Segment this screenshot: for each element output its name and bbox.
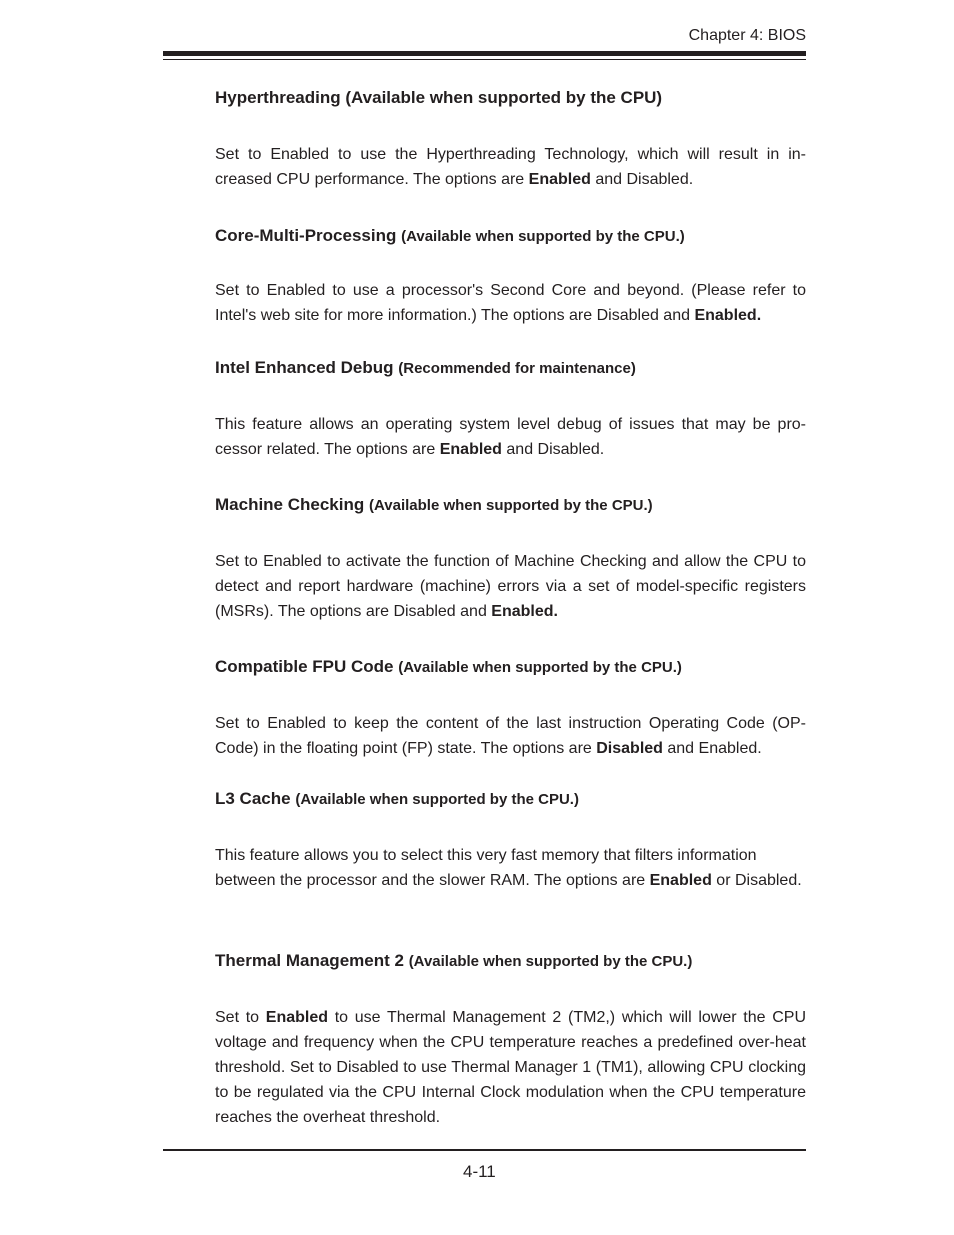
section-heading [215,495,806,516]
section-hyperthreading [215,88,806,192]
section-intel-enhanced-debug [215,358,806,462]
paragraph-text: Set to Enabled to use the Hyperthreading Technology, which will result in in-creased CPU performance. The options are [215,146,806,188]
section-title: Core-Multi-Processing [215,226,397,245]
section-machine-checking [215,495,806,624]
section-paragraph [215,1005,806,1130]
paragraph-text: Set to Enabled to activate the function of Machine Checking and allow the CPU to detect and report hardware (machine) errors via a set of model-specific registers (MSRs). The options are Disabled and [215,553,806,620]
section-subtitle: (Available when supported by the CPU.) [401,228,685,245]
section-heading [215,951,806,972]
paragraph-text: and Disabled. [501,441,605,458]
paragraph-text: to use Thermal Management 2 (TM2,) which will lower the CPU voltage and frequency when the CPU temperature reaches a predefined over-heat threshold. Set to Disabled to use Thermal Manager 1 (TM1), allowing CPU clocking to be regulated via the CPU Internal Clock modulation when the CPU temperature reaches the overheat threshold. [215,1009,807,1126]
paragraph-text: Set to Enabled to use a processor's Second Core and beyond. (Please refer to Intel's web site for more information.) The options are Disabled and [215,282,806,324]
section-title: Thermal Management 2 [215,951,404,970]
section-subtitle: (Available when supported by the CPU.) [398,659,682,676]
section-paragraph [215,278,806,328]
section-paragraph [215,549,806,624]
section-subtitle: (Recommended for maintenance) [398,360,636,377]
footer-rule [163,1149,806,1151]
paragraph-text: or Disabled. [711,872,802,889]
section-title: Intel Enhanced Debug [215,358,394,377]
section-subtitle: (Available when supported by the CPU.) [295,791,579,808]
header-rule-thin [163,59,806,60]
emphasized-option: Enabled [265,1009,328,1026]
paragraph-text: This feature allows you to select this very fast memory that filters information between the processor and the slower RAM. The options are [215,847,757,889]
emphasized-option: Enabled [528,171,591,188]
section-paragraph [215,843,806,893]
paragraph-text: and Disabled. [590,171,694,188]
section-paragraph [215,142,806,192]
emphasized-option: Enabled [439,441,502,458]
section-heading [215,226,806,247]
page-number: 4-11 [463,1162,496,1181]
section-subtitle: (Available when supported by the CPU.) [369,497,653,514]
paragraph-text: Set to Enabled to keep the content of the last instruction Operating Code (OP-Code) in the floating point (FP) state. The options are [215,715,806,757]
section-heading [215,789,806,810]
section-core-multi-processing [215,226,806,328]
section-title: Hyperthreading (Available when supported by the CPU) [215,88,663,107]
section-title: Compatible FPU Code [215,657,394,676]
section-paragraph [215,711,806,761]
section-heading [215,88,806,109]
section-thermal-management-2 [215,951,806,1130]
chapter-title: Chapter 4: BIOS [688,27,806,44]
paragraph-text: Set to [215,1009,266,1026]
header-rule-thick [163,51,806,56]
emphasized-option: Disabled [596,740,663,757]
section-heading [215,358,806,379]
section-compatible-fpu-code [215,657,806,761]
paragraph-text: and Enabled. [662,740,762,757]
emphasized-option: Enabled. [694,307,762,324]
emphasized-option: Enabled. [491,603,558,620]
emphasized-option: Enabled [649,872,712,889]
section-subtitle: (Available when supported by the CPU.) [408,953,693,970]
paragraph-text: This feature allows an operating system level debug of issues that may be pro-cessor related. The options are [215,416,806,458]
section-heading [215,657,806,678]
section-l3-cache [215,789,806,893]
section-title: L3 Cache [215,789,291,808]
section-title: Machine Checking [215,495,365,514]
section-paragraph [215,412,806,462]
